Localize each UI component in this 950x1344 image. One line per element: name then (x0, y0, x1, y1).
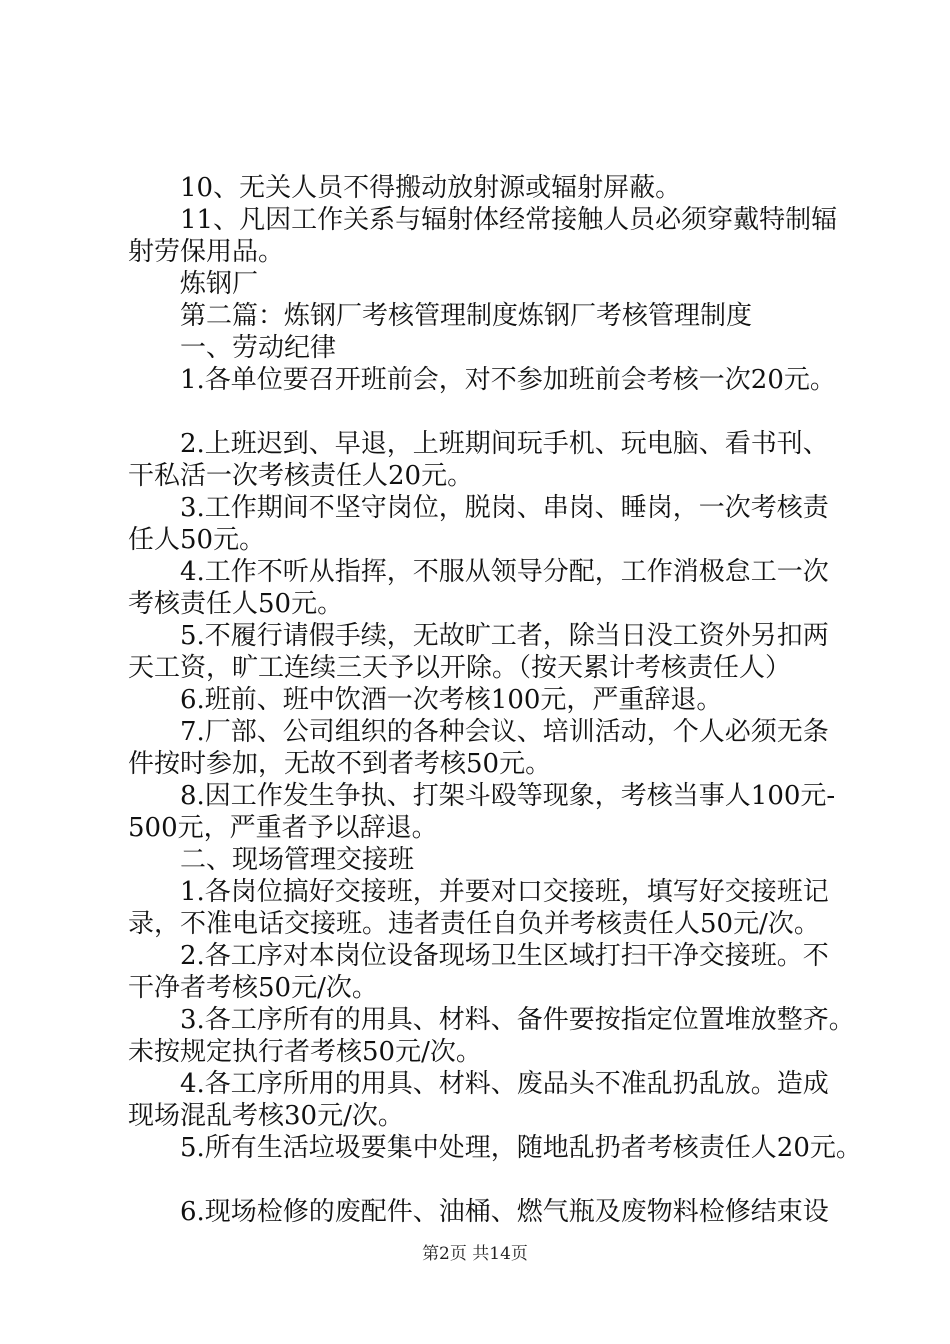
text-line: 10、无关人员不得搬动放射源或辐射屏蔽。 (180, 173, 682, 203)
text-line: 8.因工作发生争执、打架斗殴等现象，考核当事人100元- (180, 781, 836, 811)
text-line: 2.上班迟到、早退，上班期间玩手机、玩电脑、看书刊、 (180, 429, 829, 459)
text-line: 11、凡因工作关系与辐射体经常接触人员必须穿戴特制辐 (180, 205, 838, 235)
text-line: 干净者考核50元/次。 (128, 973, 378, 1003)
blank-line (128, 396, 840, 428)
text-line: 4.工作不听从指挥，不服从领导分配，工作消极怠工一次 (180, 557, 829, 587)
text-line: 6.现场检修的废配件、油桶、燃气瓶及废物料检修结束设 (180, 1197, 829, 1227)
text-line: 6.班前、班中饮酒一次考核100元，严重辞退。 (180, 685, 723, 715)
text-line: 录，不准电话交接班。违者责任自负并考核责任人50元/次。 (128, 909, 820, 939)
blank-line (128, 1164, 840, 1196)
text-line: 3.各工序所有的用具、材料、备件要按指定位置堆放整齐。 (180, 1005, 855, 1035)
text-line: 件按时参加，无故不到者考核50元。 (128, 749, 552, 779)
text-line: 5.所有生活垃圾要集中处理，随地乱扔者考核责任人20元。 (180, 1133, 862, 1163)
text-line: 1.各岗位搞好交接班，并要对口交接班，填写好交接班记 (180, 877, 829, 907)
text-line: 任人50元。 (128, 525, 266, 555)
document-body (128, 172, 862, 1228)
section-title: 第二篇：炼钢厂考核管理制度炼钢厂考核管理制度 (180, 301, 753, 331)
text-line: 干私活一次考核责任人20元。 (128, 461, 474, 491)
text-line: 2.各工序对本岗位设备现场卫生区域打扫干净交接班。不 (180, 941, 829, 971)
page-footer: 第2页 共14页 (422, 1244, 528, 1264)
section-heading: 一、劳动纪律 (180, 333, 337, 363)
text-line: 未按规定执行者考核50元/次。 (128, 1037, 482, 1067)
text-line: 考核责任人50元。 (128, 589, 344, 619)
text-line: 3.工作期间不坚守岗位，脱岗、串岗、睡岗，一次考核责 (180, 493, 829, 523)
text-line: 1.各单位要召开班前会，对不参加班前会考核一次20元。 (180, 365, 836, 395)
text-line: 4.各工序所用的用具、材料、废品头不准乱扔乱放。造成 (180, 1069, 829, 1099)
text-line: 天工资，旷工连续三天予以开除。（按天累计考核责任人） (128, 653, 792, 683)
text-line: 5.不履行请假手续，无故旷工者，除当日没工资外另扣两 (180, 621, 829, 651)
text-line: 7.厂部、公司组织的各种会议、培训活动，个人必须无条 (180, 717, 829, 747)
section-heading: 二、现场管理交接班 (180, 845, 415, 875)
text-line: 射劳保用品。 (128, 237, 285, 267)
text-line: 现场混乱考核30元/次。 (128, 1101, 404, 1131)
text-line: 500元，严重者予以辞退。 (128, 813, 438, 843)
text-line: 炼钢厂 (180, 269, 259, 299)
